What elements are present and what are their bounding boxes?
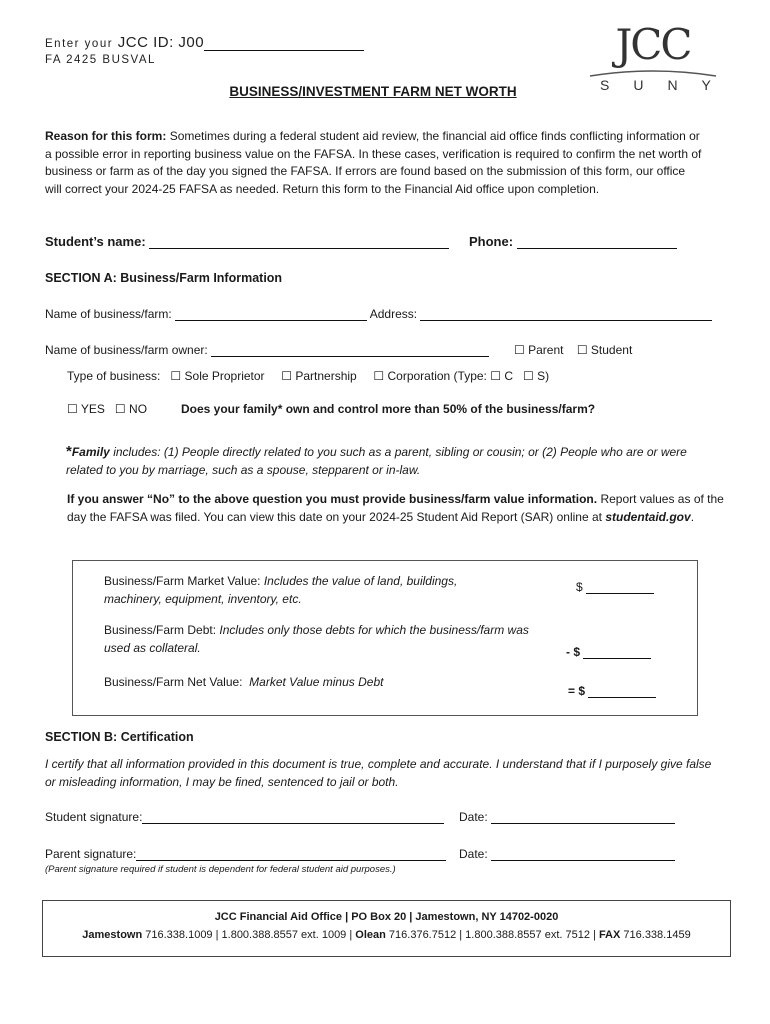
family-asterisk: * — [66, 443, 72, 460]
page-title: BUSINESS/INVESTMENT FARM NET WORTH — [229, 84, 517, 99]
partnership-checkbox[interactable]: ☐ — [281, 369, 292, 383]
section-a-heading: SECTION A: Business/Farm Information — [45, 271, 283, 285]
debt-prefix: - $ — [566, 645, 581, 659]
phone-label: Phone: — [469, 234, 514, 249]
parent-signature-field[interactable] — [136, 847, 446, 861]
section-b-heading: SECTION B: Certification — [45, 730, 194, 744]
phone-row — [469, 234, 677, 249]
form-code: FA 2425 BUSVAL — [45, 54, 156, 66]
no-answer-text: Report values as of the day the FAFSA was filed. You can view this date on your 2024-25 Student Aid Report (SAR) online at — [67, 492, 724, 524]
owner-type-options — [514, 343, 632, 357]
reason-paragraph — [45, 128, 705, 198]
yes-checkbox[interactable]: ☐ — [67, 402, 78, 416]
jcc-id-label — [45, 34, 364, 51]
business-type-label: Type of business: — [67, 369, 161, 383]
certification-text: I certify that all information provided in this document is true, complete and accurate. I understand that if I purposely give false or misleading information, I may be fined, sentenced to jail or both. — [45, 757, 712, 789]
footer-jamestown-phone: 716.338.1009 | 1.800.388.8557 ext. 1009 | — [145, 929, 353, 941]
footer-fax-phone: 716.338.1459 — [623, 929, 691, 941]
phone-field[interactable] — [517, 234, 677, 249]
student-signature-row — [45, 810, 444, 824]
control-question: Does your family* own and control more than 50% of the business/farm? — [181, 402, 596, 416]
net-value-prefix: = $ — [568, 684, 586, 698]
footer-box — [42, 900, 731, 957]
market-value-row — [576, 580, 654, 594]
market-value-label: Business/Farm Market Value: — [104, 574, 261, 588]
business-name-label: Name of business/farm: — [45, 307, 172, 321]
corp-c-checkbox[interactable]: ☐ — [490, 369, 501, 383]
parent-date-label: Date: — [459, 847, 488, 861]
market-value-dollar: $ — [576, 580, 583, 594]
address-field[interactable] — [420, 307, 712, 321]
student-signature-field[interactable] — [142, 810, 444, 824]
net-value-desc — [104, 675, 383, 689]
market-value-note: Includes the value of land, buildings, machinery, equipment, inventory, etc. — [104, 574, 458, 606]
debt-desc — [104, 622, 534, 657]
market-value-desc — [104, 573, 494, 608]
logo-jcc-text: JCC — [615, 20, 691, 69]
student-date-row — [459, 810, 675, 824]
corporation-label: Corporation (Type: — [387, 369, 487, 383]
parent-date-field[interactable] — [491, 847, 675, 861]
student-date-label: Date: — [459, 810, 488, 824]
corp-s-label: S) — [537, 369, 550, 383]
corporation-checkbox[interactable]: ☐ — [373, 369, 385, 383]
business-type-row — [67, 369, 549, 383]
studentaid-link: studentaid.gov — [605, 509, 691, 524]
corp-s-checkbox[interactable]: ☐ — [523, 369, 534, 383]
parent-date-row — [459, 847, 675, 861]
enter-your-text: Enter your — [45, 38, 114, 50]
no-label: NO — [129, 402, 148, 416]
partnership-label: Partnership — [295, 369, 357, 383]
sole-proprietor-checkbox[interactable]: ☐ — [170, 369, 182, 383]
net-value-label: Business/Farm Net Value: — [104, 675, 243, 689]
site-period: . — [690, 509, 695, 524]
owner-label: Name of business/farm owner: — [45, 343, 208, 357]
debt-note: Includes only those debts for which the business/farm was used as collateral. — [104, 623, 529, 655]
market-value-field[interactable] — [586, 580, 654, 594]
no-answer-bold: If you answer “No” to the above question you must provide business/farm value information. — [67, 492, 598, 506]
parent-checkbox[interactable]: ☐ — [514, 343, 525, 357]
no-answer-paragraph — [67, 491, 727, 526]
footer-fax: FAX — [598, 929, 621, 941]
jcc-id-input[interactable] — [204, 36, 364, 51]
student-checkbox[interactable]: ☐ — [576, 343, 588, 357]
family-text: includes: (1) People directly related to you such as a parent, sibling or cousin; or (2) People who are or were related to you by marriage, such as a spouse, stepparent or in-law. — [66, 445, 687, 477]
footer-line1: JCC Financial Aid Office | PO Box 20 | Jamestown, NY 14702-0020 — [214, 911, 559, 923]
business-name-row — [45, 307, 712, 321]
parent-label: Parent — [528, 343, 564, 357]
footer-olean: Olean — [355, 929, 386, 941]
student-name-field[interactable] — [149, 234, 449, 249]
jcc-suny-logo — [588, 20, 735, 93]
student-label: Student — [590, 343, 633, 357]
family-label: Family — [71, 445, 110, 459]
debt-label: Business/Farm Debt: — [104, 623, 217, 637]
logo-suny-text: SUNY — [600, 77, 735, 93]
owner-row — [45, 343, 489, 357]
student-date-field[interactable] — [491, 810, 675, 824]
student-name-label: Student’s name: — [45, 234, 146, 249]
business-name-field[interactable] — [175, 307, 367, 321]
student-name-row — [45, 234, 449, 249]
family-definition — [66, 443, 726, 479]
sole-proprietor-label: Sole Proprietor — [184, 369, 265, 383]
footer-olean-phone: 716.376.7512 | 1.800.388.8557 ext. 7512 | — [388, 929, 596, 941]
reason-lead: Reason for this form: — [45, 129, 167, 143]
no-checkbox[interactable]: ☐ — [114, 402, 126, 416]
yes-label: YES — [80, 402, 105, 416]
address-label: Address: — [369, 307, 418, 321]
yes-no-row — [67, 402, 147, 416]
student-signature-label: Student signature: — [45, 810, 143, 824]
debt-row — [566, 645, 651, 659]
debt-field[interactable] — [583, 645, 651, 659]
footer-line2 — [43, 929, 730, 941]
reason-text: Sometimes during a federal student aid review, the financial aid office finds conflicting information or a possible error in reporting business value on the FAFSA. In these cases, verification is required to confirm the net worth of business or farm as of the day you signed the FAFSA. If errors are found based on the submission of this form, our office will correct your 2024-25 FAFSA as needed. Return this form to the Financial Aid office upon completion. — [45, 129, 702, 196]
net-value-row — [568, 684, 656, 698]
net-value-field[interactable] — [588, 684, 656, 698]
corp-c-label: C — [504, 369, 514, 383]
owner-field[interactable] — [211, 343, 489, 357]
parent-signature-label: Parent signature: — [45, 847, 137, 861]
jcc-id-prefix: JCC ID: J00 — [117, 34, 205, 51]
parent-signature-row — [45, 847, 446, 861]
parent-signature-note: (Parent signature required if student is dependent for federal student aid purposes.) — [45, 864, 396, 875]
net-value-note: Market Value minus Debt — [249, 675, 384, 689]
footer-jamestown: Jamestown — [82, 929, 143, 941]
